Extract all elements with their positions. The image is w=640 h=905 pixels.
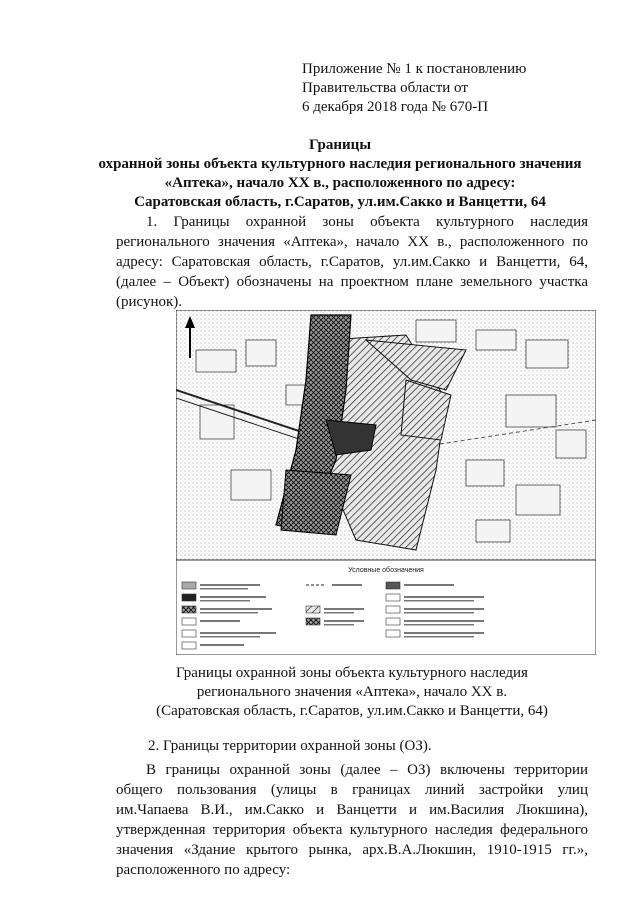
site-plan-map (176, 310, 596, 655)
title-line-3: «Аптека», начало XX в., расположенного по адресу: (164, 175, 516, 191)
appendix-line-3: 6 декабря 2018 года № 670-П (302, 99, 489, 115)
title-line-4: Саратовская область, г.Саратов, ул.им.Сакко и Ванцетти, 64 (134, 194, 546, 210)
appendix-line-1: Приложение № 1 к постановлению (302, 61, 527, 77)
appendix-line-2: Правительства области от (302, 80, 468, 96)
title-line-1: Границы (308, 137, 372, 153)
figure-caption (116, 664, 588, 721)
site-plan-figure (176, 310, 596, 655)
legend-title: Условные обозначения (348, 567, 424, 574)
paragraph-3: В границы охранной зоны (далее – ОЗ) включены территории общего пользования (улицы в границах линий застройки улиц им.Чапаева В.И., им.Сакко и Ванцетти и им.Василия Люкшина), утвержденная территория объекта культурного наследия федерального значения «Здание крытого рынка, арх.В.А.Люкшин, 1910-1915 гг.», расположенного по адресу: (116, 762, 588, 878)
title-line-2: охранной зоны объекта культурного наследия регионального значения (98, 156, 582, 172)
caption-line-1: Границы охранной зоны объекта культурного наследия (176, 665, 528, 681)
caption-line-3: (Саратовская область, г.Саратов, ул.им.Сакко и Ванцетти, 64) (156, 703, 548, 719)
document-title (60, 136, 620, 212)
appendix-header (302, 60, 526, 117)
section-2-heading: 2. Границы территории охранной зоны (ОЗ). (148, 738, 432, 754)
paragraph-1: 1. Границы охранной зоны объекта культурного наследия регионального значения «Аптека», начало XX в., расположенного по адресу: Саратовская область, г.Саратов, ул.им.Сакко и Ванцетти, 64, (далее – Объект) обозначены на проектном плане земельного участка (рисунок). (116, 214, 588, 310)
caption-line-2: регионального значения «Аптека», начало XX в. (196, 684, 508, 700)
